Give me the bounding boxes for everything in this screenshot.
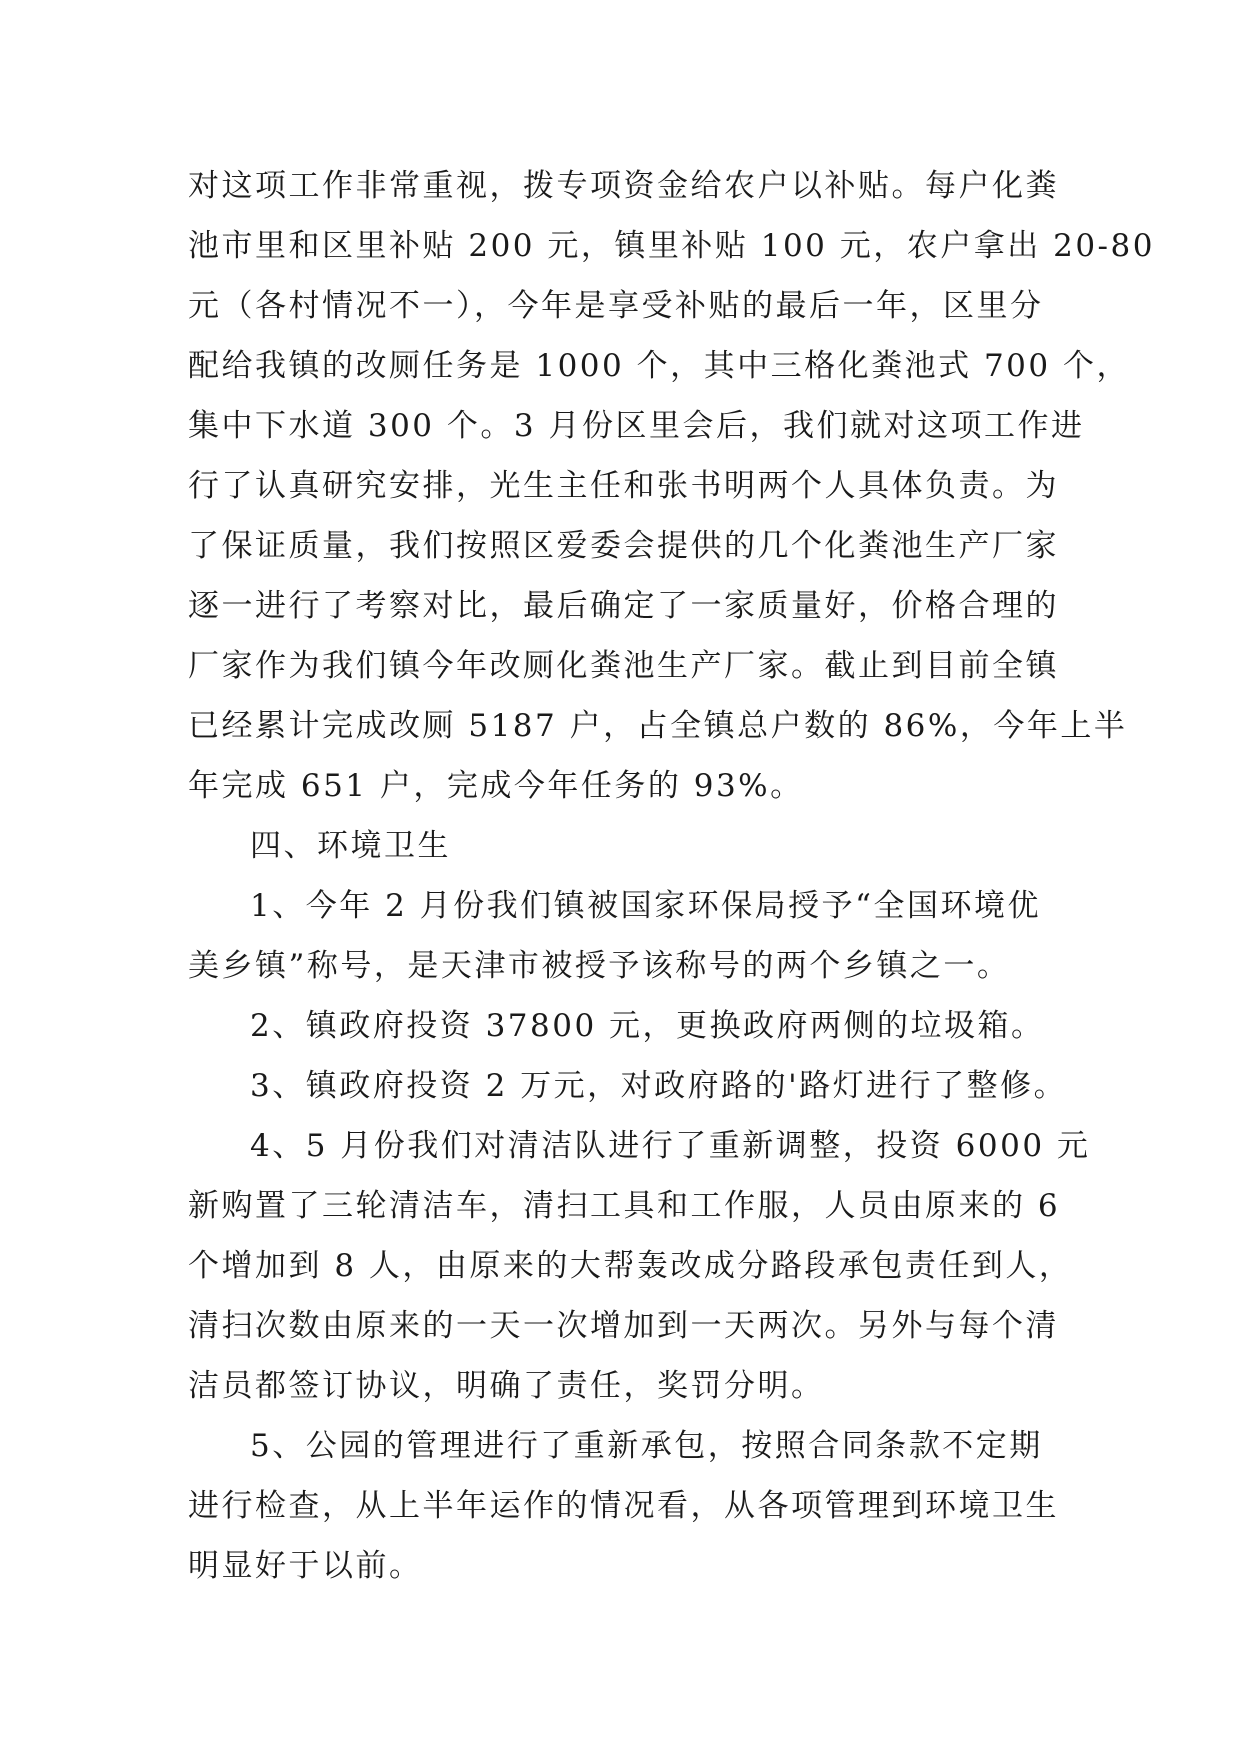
text-line: 5、公园的管理进行了重新承包，按照合同条款不定期 [250,1428,1043,1464]
text-line: 3、镇政府投资 2 万元，对政府路的'路灯进行了整修。 [250,1068,1068,1104]
text-line: 逐一进行了考察对比，最后确定了一家质量好，价格合理的 [188,588,1059,624]
text-line: 1、今年 2 月份我们镇被国家环保局授予“全国环境优 [250,888,1042,924]
section-heading: 四、环境卫生 [250,828,451,864]
text-line: 行了认真研究安排，光生主任和张书明两个人具体负责。为 [188,468,1059,504]
text-line: 美乡镇”称号，是天津市被授予该称号的两个乡镇之一。 [188,948,1011,984]
text-line: 清扫次数由原来的一天一次增加到一天两次。另外与每个清 [188,1308,1059,1344]
text-line: 已经累计完成改厕 5187 户，占全镇总户数的 86%，今年上半 [188,708,1128,744]
text-line: 4、5 月份我们对清洁队进行了重新调整，投资 6000 元 [250,1128,1091,1164]
text-line: 2、镇政府投资 37800 元，更换政府两侧的垃圾箱。 [250,1008,1045,1044]
text-line: 洁员都签订协议，明确了责任，奖罚分明。 [188,1368,825,1404]
text-line: 进行检查，从上半年运作的情况看，从各项管理到环境卫生 [188,1488,1059,1524]
text-line: 对这项工作非常重视，拨专项资金给农户以补贴。每户化粪 [188,168,1059,204]
text-line: 配给我镇的改厕任务是 1000 个，其中三格化粪池式 700 个， [188,348,1130,384]
text-line: 个增加到 8 人，由原来的大帮轰改成分路段承包责任到人， [188,1248,1073,1284]
document-page [188,156,1155,1596]
text-line: 新购置了三轮清洁车，清扫工具和工作服，人员由原来的 6 [188,1188,1061,1224]
text-line: 厂家作为我们镇今年改厕化粪池生产厂家。截止到目前全镇 [188,648,1059,684]
text-line: 了保证质量，我们按照区爱委会提供的几个化粪池生产厂家 [188,528,1059,564]
text-line: 池市里和区里补贴 200 元，镇里补贴 100 元，农户拿出 20-80 [188,228,1155,264]
text-line: 集中下水道 300 个。3 月份区里会后，我们就对这项工作进 [188,408,1085,444]
text-line: 元（各村情况不一），今年是享受补贴的最后一年，区里分 [188,288,1044,324]
text-line: 明显好于以前。 [188,1548,423,1584]
text-line: 年完成 651 户，完成今年任务的 93%。 [188,768,804,804]
